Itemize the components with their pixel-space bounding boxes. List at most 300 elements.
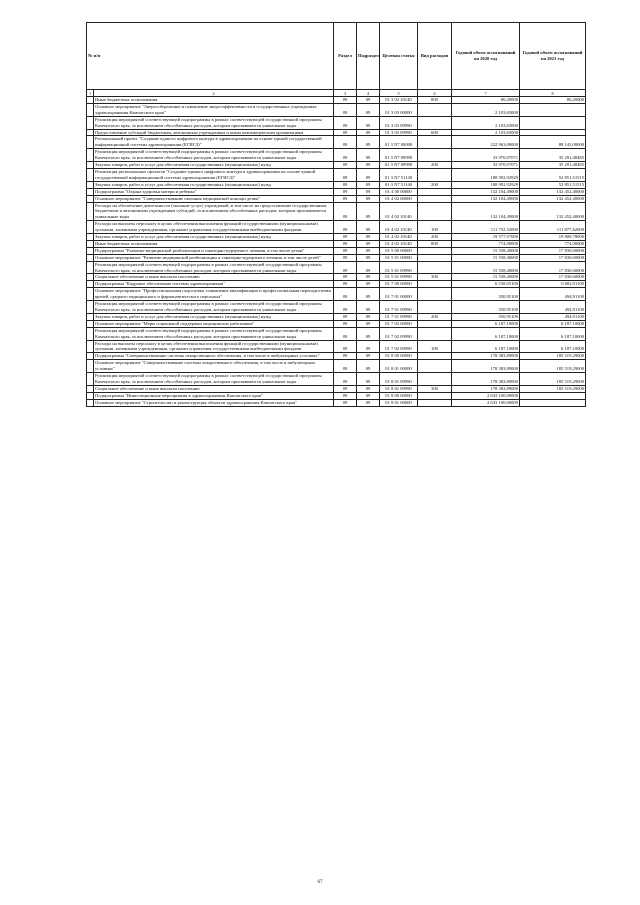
cell-expense-type: 300	[418, 274, 452, 281]
table-row	[87, 288, 586, 301]
table-row	[87, 181, 586, 188]
cell-number	[87, 181, 94, 188]
cell-expense-type: 100	[418, 340, 452, 353]
cell-razdel: 09	[334, 149, 357, 162]
cell-target-article: 01 4 02 00000	[380, 195, 418, 202]
column-number: 7	[452, 90, 520, 97]
cell-volume-2021: 185 519,29000	[520, 360, 586, 373]
cell-volume-2020: 19 577,97000	[452, 234, 520, 241]
cell-volume-2020: 111 752,52000	[452, 221, 520, 234]
cell-number	[87, 162, 94, 169]
cell-razdel: 09	[334, 360, 357, 373]
cell-expense-type	[418, 392, 452, 399]
cell-volume-2020: 132 104,49000	[452, 188, 520, 195]
cell-razdel: 09	[334, 288, 357, 301]
cell-podrazdel: 09	[357, 353, 380, 360]
table-row	[87, 392, 586, 399]
cell-name: Реализация региональных проектов "Создание единого цифрового контура в здравоохранении на основе единой государственной информационной системы здравоохранения (ЕГИСЗ)"	[94, 168, 334, 181]
cell-volume-2020: 188 992,92929	[452, 168, 520, 181]
table-row	[87, 353, 586, 360]
cell-razdel: 09	[334, 195, 357, 202]
header-expense-type: Вид расходов	[418, 23, 452, 90]
cell-volume-2020: 15 558,40000	[452, 254, 520, 261]
cell-podrazdel: 09	[357, 240, 380, 247]
cell-podrazdel: 09	[357, 281, 380, 288]
cell-podrazdel: 09	[357, 129, 380, 136]
cell-razdel: 09	[334, 181, 357, 188]
column-number: 8	[520, 90, 586, 97]
cell-number	[87, 360, 94, 373]
cell-volume-2021: 132 452,40000	[520, 188, 586, 195]
cell-number	[87, 281, 94, 288]
cell-target-article: 01 3 N7 09990	[380, 149, 418, 162]
cell-number	[87, 149, 94, 162]
cell-volume-2020: 178 383,89000	[452, 360, 520, 373]
page-number: 67	[317, 880, 323, 885]
cell-expense-type: 200	[418, 181, 452, 188]
cell-target-article: 01 4 02 10140	[380, 221, 418, 234]
cell-volume-2021: 17 830,60000	[520, 254, 586, 261]
cell-number	[87, 373, 94, 386]
cell-volume-2020: 178 383,89000	[452, 385, 520, 392]
cell-name: Предоставление субсидий бюджетным, автономным учреждениям и иным некоммерческим организациям	[94, 129, 334, 136]
cell-target-article: 01 5 00 00000	[380, 247, 418, 254]
cell-expense-type	[418, 353, 452, 360]
cell-razdel: 09	[334, 97, 357, 104]
cell-expense-type	[418, 195, 452, 202]
cell-expense-type	[418, 301, 452, 314]
cell-volume-2020: 2 103,65000	[452, 116, 520, 129]
cell-expense-type	[418, 202, 452, 221]
cell-volume-2020: 86,20000	[452, 97, 520, 104]
cell-name: Основное мероприятие "Совершенствование оказания медицинской помощи детям"	[94, 195, 334, 202]
cell-target-article: 01 8 00 00000	[380, 353, 418, 360]
cell-number	[87, 385, 94, 392]
column-number: 5	[380, 90, 418, 97]
cell-number	[87, 129, 94, 136]
cell-volume-2020: 2 633 100,00000	[452, 399, 520, 406]
cell-name: Региональный проект "Создание единого цифрового контура в здравоохранении на основе единой государственной информационной системы здравоохранения (ЕГИСЗ)"	[94, 136, 334, 149]
cell-expense-type	[418, 281, 452, 288]
table-row	[87, 254, 586, 261]
table-row	[87, 168, 586, 181]
header-target-article: Целевая статья	[380, 23, 418, 90]
cell-volume-2020: 2 103,65000	[452, 129, 520, 136]
cell-number	[87, 353, 94, 360]
cell-volume-2021: 6 682,01100	[520, 281, 586, 288]
cell-name: Основное мероприятие "Совершенствование системы лекарственного обеспечения, в том числе в амбулаторных условиях"	[94, 360, 334, 373]
cell-name: Реализация мероприятий соответствующей подпрограммы в рамках соответствующей государственной программы Камчатского края, за исключением обособленных расходов, которым присваиваются уникальные коды	[94, 301, 334, 314]
cell-number	[87, 392, 94, 399]
table-row	[87, 221, 586, 234]
cell-volume-2021: 111 877,62000	[520, 221, 586, 234]
table-row	[87, 274, 586, 281]
cell-razdel: 09	[334, 168, 357, 181]
cell-podrazdel: 09	[357, 288, 380, 301]
cell-number	[87, 327, 94, 340]
cell-number	[87, 103, 94, 116]
cell-expense-type: 600	[418, 129, 452, 136]
cell-volume-2020: 6 187,10000	[452, 340, 520, 353]
cell-podrazdel: 09	[357, 149, 380, 162]
cell-razdel: 09	[334, 247, 357, 254]
cell-volume-2020: 350,95100	[452, 288, 520, 301]
cell-target-article: 01 4 00 00000	[380, 188, 418, 195]
cell-expense-type	[418, 327, 452, 340]
cell-target-article: 01 3 N7 51140	[380, 181, 418, 188]
cell-razdel: 09	[334, 202, 357, 221]
table-row	[87, 162, 586, 169]
table-row	[87, 247, 586, 254]
cell-name: Основное мероприятие "Меры социальной поддержки медицинских работников"	[94, 320, 334, 327]
cell-razdel: 09	[334, 234, 357, 241]
cell-target-article: 01 4 02 10140	[380, 234, 418, 241]
cell-number	[87, 254, 94, 261]
table-row	[87, 136, 586, 149]
cell-number	[87, 195, 94, 202]
table-row	[87, 301, 586, 314]
cell-expense-type	[418, 136, 452, 149]
cell-name: Иные бюджетные ассигнования	[94, 240, 334, 247]
cell-number	[87, 136, 94, 149]
cell-razdel: 09	[334, 313, 357, 320]
cell-volume-2020: 6 187,10000	[452, 327, 520, 340]
cell-razdel: 09	[334, 261, 357, 274]
cell-volume-2021: 17 830,60000	[520, 274, 586, 281]
cell-podrazdel: 09	[357, 385, 380, 392]
cell-podrazdel: 09	[357, 116, 380, 129]
cell-podrazdel: 09	[357, 168, 380, 181]
cell-name: Подпрограмма "Кадровое обеспечение системы здравоохранения"	[94, 281, 334, 288]
table-row	[87, 195, 586, 202]
cell-podrazdel: 09	[357, 195, 380, 202]
table-row	[87, 385, 586, 392]
cell-name: Закупка товаров, работ и услуг для обеспечения государственных (муниципальных) нужд	[94, 313, 334, 320]
cell-number	[87, 97, 94, 104]
cell-volume-2021: 6 187,10000	[520, 327, 586, 340]
cell-name: Реализация мероприятий соответствующей подпрограммы в рамках соответствующей государственной программы Камчатского края, за исключением обособленных расходов, которым присваиваются уникальные коды	[94, 327, 334, 340]
cell-volume-2020: 15 558,40000	[452, 274, 520, 281]
header-podrazdel: Подраздел	[357, 23, 380, 90]
cell-volume-2021: 52 851,51515	[520, 181, 586, 188]
cell-podrazdel: 09	[357, 97, 380, 104]
cell-razdel: 09	[334, 385, 357, 392]
cell-razdel: 09	[334, 301, 357, 314]
cell-number	[87, 274, 94, 281]
cell-target-article: 01 8 01 09990	[380, 373, 418, 386]
cell-volume-2021: 35 291,48485	[520, 149, 586, 162]
cell-volume-2020: 132 104,49000	[452, 195, 520, 202]
column-number: 4	[357, 90, 380, 97]
cell-target-article: 01 5 01 09990	[380, 261, 418, 274]
cell-podrazdel: 09	[357, 301, 380, 314]
cell-name: Закупка товаров, работ и услуг для обеспечения государственных (муниципальных) нужд	[94, 181, 334, 188]
cell-volume-2021: 6 187,10000	[520, 320, 586, 327]
cell-podrazdel: 09	[357, 188, 380, 195]
cell-expense-type	[418, 149, 452, 162]
cell-number	[87, 116, 94, 129]
table-row	[87, 240, 586, 247]
cell-podrazdel: 09	[357, 320, 380, 327]
cell-volume-2020: 350,95100	[452, 301, 520, 314]
cell-razdel: 09	[334, 353, 357, 360]
table-row	[87, 360, 586, 373]
cell-volume-2021	[520, 392, 586, 399]
cell-volume-2021: 19 800,78000	[520, 234, 586, 241]
cell-volume-2021: 6 187,10000	[520, 340, 586, 353]
table-row	[87, 149, 586, 162]
cell-target-article: 01 3 03 09990	[380, 129, 418, 136]
cell-razdel: 09	[334, 320, 357, 327]
cell-podrazdel: 09	[357, 202, 380, 221]
table-row	[87, 188, 586, 195]
cell-volume-2020: 15 558,40000	[452, 261, 520, 274]
cell-target-article: 01 5 01 09990	[380, 274, 418, 281]
cell-volume-2021	[520, 116, 586, 129]
table-row	[87, 116, 586, 129]
cell-razdel: 09	[334, 103, 357, 116]
cell-name: Социальное обеспечение и иные выплаты населению	[94, 385, 334, 392]
table-row	[87, 313, 586, 320]
cell-target-article: 01 7 01 09990	[380, 313, 418, 320]
cell-expense-type: 800	[418, 240, 452, 247]
cell-target-article: 01 3 N7 51140	[380, 168, 418, 181]
cell-name: Подпрограмма "Совершенствование системы лекарственного обеспечения, в том числе в амбулаторных условиях"	[94, 353, 334, 360]
cell-podrazdel: 09	[357, 162, 380, 169]
cell-target-article: 01 3 N7 09990	[380, 162, 418, 169]
cell-name: Реализация мероприятий соответствующей подпрограммы в рамках соответствующей государственной программы Камчатского края, за исключением обособленных расходов, которым присваиваются уникальные коды	[94, 116, 334, 129]
budget-table	[86, 22, 586, 407]
cell-expense-type: 200	[418, 234, 452, 241]
table-row	[87, 320, 586, 327]
cell-razdel: 09	[334, 136, 357, 149]
cell-expense-type	[418, 261, 452, 274]
cell-expense-type	[418, 188, 452, 195]
table-row	[87, 202, 586, 221]
cell-expense-type: 100	[418, 221, 452, 234]
cell-podrazdel: 09	[357, 313, 380, 320]
cell-target-article: 01 8 01 09990	[380, 385, 418, 392]
cell-expense-type	[418, 320, 452, 327]
cell-name: Расходы на выплаты персоналу в целях обеспечения выполнения функций государственными (муниципальными) органами, казенными учреждениями, органами управления государственными внебюджетными фондами	[94, 221, 334, 234]
table-row	[87, 373, 586, 386]
cell-number	[87, 301, 94, 314]
cell-expense-type	[418, 168, 452, 181]
cell-volume-2021: 185 519,29000	[520, 385, 586, 392]
table-row	[87, 327, 586, 340]
cell-number	[87, 340, 94, 353]
cell-target-article: 01 3 N7 00000	[380, 136, 418, 149]
cell-volume-2021: 52 851,51515	[520, 168, 586, 181]
cell-name: Подпрограмма "Развитие медицинской реабилитации и санаторно-курортного лечения, в том числе детям"	[94, 247, 334, 254]
cell-volume-2021: 132 452,40000	[520, 202, 586, 221]
cell-volume-2020: 350,95100	[452, 313, 520, 320]
cell-number	[87, 313, 94, 320]
cell-podrazdel: 09	[357, 399, 380, 406]
cell-expense-type: 200	[418, 313, 452, 320]
cell-podrazdel: 09	[357, 254, 380, 261]
cell-number	[87, 288, 94, 301]
cell-name: Основное мероприятие "Энергосбережение и повышение энергоэффективности в государственных учреждениях здравоохранения Камчатского края"	[94, 103, 334, 116]
cell-razdel: 09	[334, 162, 357, 169]
cell-volume-2021: 132 452,40000	[520, 195, 586, 202]
cell-volume-2020: 774,00000	[452, 240, 520, 247]
cell-target-article: 01 7 01 09990	[380, 301, 418, 314]
cell-razdel: 09	[334, 240, 357, 247]
table-row	[87, 399, 586, 406]
cell-podrazdel: 09	[357, 274, 380, 281]
cell-volume-2020: 2 633 100,00000	[452, 392, 520, 399]
cell-volume-2020: 6 187,10000	[452, 320, 520, 327]
table-row	[87, 281, 586, 288]
cell-volume-2021: 35 291,48485	[520, 162, 586, 169]
cell-razdel: 09	[334, 399, 357, 406]
cell-target-article: 01 9 00 00000	[380, 392, 418, 399]
cell-volume-2021: 494,91100	[520, 313, 586, 320]
cell-volume-2021: 88 143,00000	[520, 136, 586, 149]
column-number-row	[87, 90, 586, 97]
cell-volume-2020: 33 970,07071	[452, 149, 520, 162]
cell-volume-2021: 86,20000	[520, 97, 586, 104]
cell-expense-type	[418, 399, 452, 406]
cell-volume-2021: 185 519,29000	[520, 373, 586, 386]
cell-target-article: 01 4 02 10140	[380, 202, 418, 221]
cell-name: Основное мероприятие "Развитие медицинской реабилитации и санаторно-курортного лечения, в том числе детей"	[94, 254, 334, 261]
cell-expense-type	[418, 116, 452, 129]
cell-target-article: 01 7 02 00000	[380, 320, 418, 327]
cell-number	[87, 261, 94, 274]
header-volume-2021: Годовой объем ассигнований на 2021 год	[520, 23, 586, 90]
cell-expense-type	[418, 288, 452, 301]
cell-volume-2020: 6 538,05100	[452, 281, 520, 288]
cell-volume-2020: 2 103,65000	[452, 103, 520, 116]
cell-razdel: 09	[334, 281, 357, 288]
cell-volume-2020: 33 970,07071	[452, 162, 520, 169]
cell-razdel: 09	[334, 188, 357, 195]
cell-target-article: 01 8 01 00000	[380, 360, 418, 373]
table-row	[87, 234, 586, 241]
cell-volume-2020: 222 963,00000	[452, 136, 520, 149]
cell-number	[87, 202, 94, 221]
cell-expense-type	[418, 360, 452, 373]
cell-podrazdel: 09	[357, 221, 380, 234]
cell-volume-2020: 178 383,89000	[452, 353, 520, 360]
cell-target-article: 01 3 02 10140	[380, 97, 418, 104]
cell-razdel: 09	[334, 221, 357, 234]
column-number: 2	[94, 90, 334, 97]
cell-razdel: 09	[334, 327, 357, 340]
cell-podrazdel: 09	[357, 392, 380, 399]
cell-number	[87, 234, 94, 241]
header-row	[87, 23, 586, 90]
table-row	[87, 261, 586, 274]
cell-expense-type: 800	[418, 97, 452, 104]
cell-razdel: 09	[334, 274, 357, 281]
cell-volume-2021: 494,91100	[520, 301, 586, 314]
table-row	[87, 97, 586, 104]
cell-number	[87, 188, 94, 195]
cell-target-article: 01 7 01 00000	[380, 288, 418, 301]
cell-razdel: 09	[334, 116, 357, 129]
cell-name: Расходы на выплаты персоналу в целях обеспечения выполнения функций государственными (муниципальными) органами, казенными учреждениями, органами управления государственными внебюджетными фондами	[94, 340, 334, 353]
cell-podrazdel: 09	[357, 373, 380, 386]
cell-expense-type: 300	[418, 385, 452, 392]
cell-name: Реализация мероприятий соответствующей подпрограммы в рамках соответствующей государственной программы Камчатского края, за исключением обособленных расходов, которым присваиваются уникальные коды	[94, 149, 334, 162]
table-body	[87, 97, 586, 407]
cell-target-article: 01 3 03 00000	[380, 103, 418, 116]
cell-volume-2020: 188 992,92929	[452, 181, 520, 188]
cell-expense-type: 200	[418, 162, 452, 169]
cell-podrazdel: 09	[357, 340, 380, 353]
cell-podrazdel: 09	[357, 181, 380, 188]
cell-podrazdel: 09	[357, 360, 380, 373]
cell-podrazdel: 09	[357, 103, 380, 116]
cell-podrazdel: 09	[357, 136, 380, 149]
column-number: 1	[87, 90, 94, 97]
cell-volume-2020: 15 558,40000	[452, 247, 520, 254]
cell-podrazdel: 09	[357, 327, 380, 340]
cell-expense-type	[418, 103, 452, 116]
cell-volume-2021	[520, 103, 586, 116]
cell-name: Закупка товаров, работ и услуг для обеспечения государственных (муниципальных) нужд	[94, 234, 334, 241]
table-row	[87, 129, 586, 136]
cell-volume-2021: 185 519,29000	[520, 353, 586, 360]
header-razdel: Раздел	[334, 23, 357, 90]
cell-target-article: 01 4 02 10140	[380, 240, 418, 247]
cell-volume-2020: 178 383,89000	[452, 373, 520, 386]
cell-volume-2020: 132 104,49000	[452, 202, 520, 221]
cell-number	[87, 240, 94, 247]
cell-podrazdel: 09	[357, 261, 380, 274]
table-row	[87, 340, 586, 353]
cell-name: Реализация мероприятий соответствующей подпрограммы в рамках соответствующей государственной программы Камчатского края, за исключением обособленных расходов, которым присваиваются уникальные коды	[94, 261, 334, 274]
column-number: 3	[334, 90, 357, 97]
cell-target-article: 01 9 01 00000	[380, 399, 418, 406]
cell-expense-type	[418, 247, 452, 254]
cell-name: Подпрограмма "Инвестиционные мероприятия в здравоохранении Камчатского края"	[94, 392, 334, 399]
cell-expense-type	[418, 254, 452, 261]
cell-name: Основное мероприятие "Строительство и реконструкция объектов здравоохранения Камчатского края"	[94, 399, 334, 406]
cell-volume-2021: 494,91100	[520, 288, 586, 301]
cell-razdel: 09	[334, 373, 357, 386]
cell-volume-2021	[520, 399, 586, 406]
cell-number	[87, 399, 94, 406]
cell-name: Основное мероприятие "Профессиональная подготовка, повышение квалификации и профессиональная переподготовка врачей, среднего медицинского и фармацевтического персонала"	[94, 288, 334, 301]
cell-razdel: 09	[334, 254, 357, 261]
cell-number	[87, 247, 94, 254]
cell-number	[87, 320, 94, 327]
cell-target-article: 01 3 03 09990	[380, 116, 418, 129]
cell-podrazdel: 09	[357, 234, 380, 241]
cell-volume-2021: 774,00000	[520, 240, 586, 247]
cell-target-article: 01 7 02 09990	[380, 327, 418, 340]
cell-number	[87, 168, 94, 181]
cell-name: Реализация мероприятий соответствующей подпрограммы в рамках соответствующей государственной программы Камчатского края, за исключением обособленных расходов, которым присваиваются уникальные коды	[94, 373, 334, 386]
cell-volume-2021: 17 830,60000	[520, 261, 586, 274]
cell-number	[87, 221, 94, 234]
cell-razdel: 09	[334, 392, 357, 399]
header-volume-2020: Годовой объем ассигнований на 2020 год	[452, 23, 520, 90]
cell-name: Расходы на обеспечение деятельности (оказание услуг) учреждений, в том числе на предоставление государственным бюджетным и автономным учреждениям субсидий, за исключением обособленных расходов, которым присваиваются уникальные коды	[94, 202, 334, 221]
cell-target-article: 01 5 01 00000	[380, 254, 418, 261]
cell-target-article: 01 7 02 09990	[380, 340, 418, 353]
cell-razdel: 09	[334, 340, 357, 353]
cell-expense-type	[418, 373, 452, 386]
cell-target-article: 01 7 00 00000	[380, 281, 418, 288]
cell-name: Социальное обеспечение и иные выплаты населению	[94, 274, 334, 281]
header-number: № п/п	[87, 23, 334, 90]
cell-volume-2021	[520, 129, 586, 136]
